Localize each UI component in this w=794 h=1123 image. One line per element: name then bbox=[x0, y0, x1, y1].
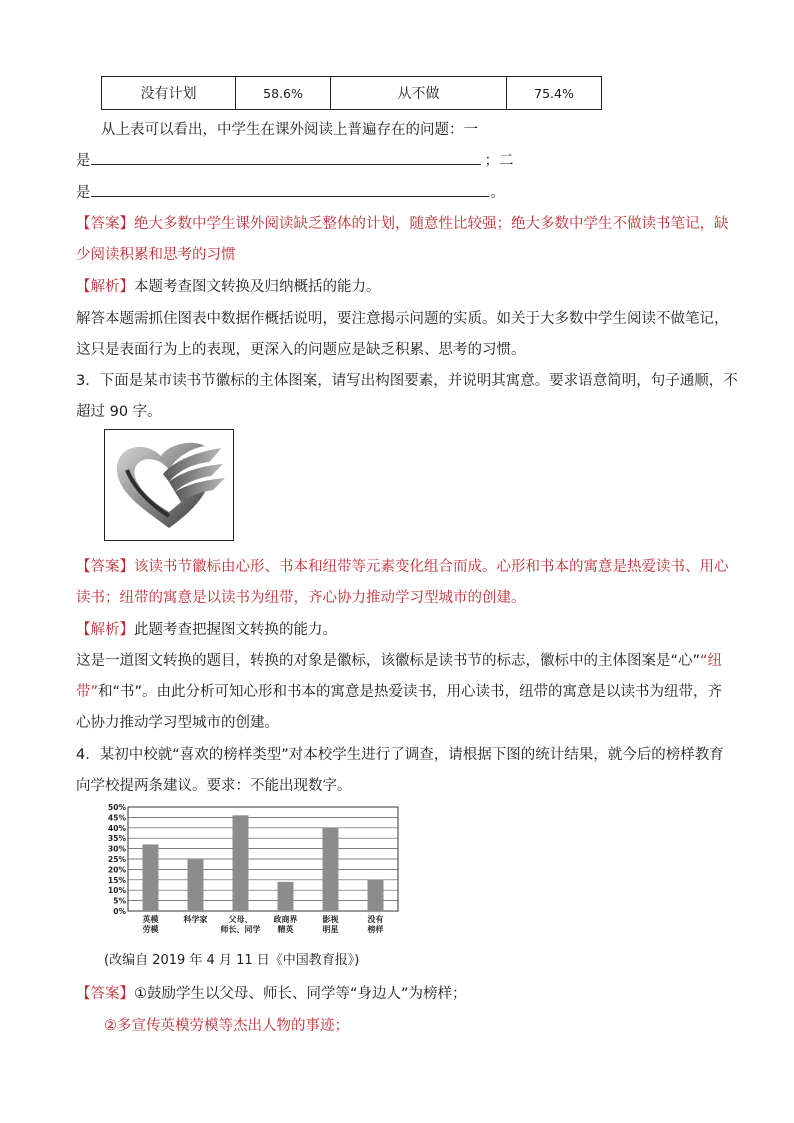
x-tick-label: 劳模 bbox=[142, 925, 159, 934]
x-tick-label: 榜样 bbox=[367, 925, 384, 934]
bar bbox=[323, 828, 339, 911]
y-tick-label: 15% bbox=[108, 875, 126, 885]
q3-analysis-text-3a: 带” bbox=[76, 684, 99, 700]
q2-answer-text-2: 少阅读积累和思考的习惯 bbox=[76, 247, 236, 263]
y-tick-label: 20% bbox=[108, 865, 126, 875]
table-cell: 没有计划 bbox=[102, 77, 236, 110]
q3-analysis-text-3b: 和“书”。由此分析可知心形和书本的寓意是热爱读书，用心读书，纽带的寓意是以读书为纽带，齐 bbox=[98, 684, 723, 700]
table-row bbox=[102, 77, 602, 110]
q3-stem-1: 3．下面是某市读书节徽标的主体图案，请写出构图要素，并说明其寓意。要求语意简明，句子通顺，不 bbox=[76, 373, 738, 389]
x-tick-label: 师长、同学 bbox=[220, 925, 261, 934]
x-tick-label: 影视 bbox=[322, 915, 339, 924]
x-tick-label: 没有 bbox=[367, 915, 384, 924]
q2-intro: 从上表可以看出，中学生在课外阅读上普遍存在的问题：一 bbox=[101, 122, 478, 138]
q3-analysis-text-4: 心协力推动学习型城市的创建。 bbox=[76, 715, 279, 731]
analysis-tag: 【解析】 bbox=[76, 279, 134, 295]
table-cell: 58.6% bbox=[236, 77, 331, 110]
survey-table bbox=[101, 76, 602, 110]
answer-tag: 【答案】 bbox=[76, 216, 134, 232]
q2-line2-suffix: 。 bbox=[490, 185, 505, 201]
q2-analysis-text-2: 解答本题需抓住图表中数据作概括说明，要注意揭示问题的实质。如关于大多数中学生阅读不做笔记， bbox=[76, 311, 729, 327]
y-tick-label: 0% bbox=[113, 907, 126, 916]
y-tick-label: 10% bbox=[108, 886, 126, 896]
y-tick-label: 25% bbox=[108, 855, 126, 864]
bar bbox=[233, 815, 249, 911]
table-cell: 从不做 bbox=[331, 77, 507, 110]
bar bbox=[188, 859, 204, 911]
q3-analysis-line-2 bbox=[76, 649, 722, 670]
q4-answer-text-2: ②多宣传英模劳模等杰出人物的事迹； bbox=[104, 1018, 349, 1034]
q2-line1-suffix: ；二 bbox=[484, 153, 514, 169]
x-tick-label: 精英 bbox=[277, 925, 294, 934]
q3-answer-text-2: 读书；纽带的寓意是以读书为纽带，齐心协力推动学习型城市的创建。 bbox=[76, 590, 526, 606]
y-tick-label: 45% bbox=[108, 813, 126, 823]
x-tick-label: 科学家 bbox=[183, 915, 208, 924]
answer-tag: 【答案】 bbox=[76, 986, 134, 1002]
q3-analysis-line-1 bbox=[76, 618, 337, 639]
q2-analysis-text-1: 本题考查图文转换及归纳概括的能力。 bbox=[134, 279, 381, 295]
y-tick-label: 40% bbox=[108, 823, 126, 833]
q3-answer-text-1: 该读书节徽标由心形、书本和纽带等元素变化组合而成。心形和书本的寓意是热爱读书、用心 bbox=[134, 559, 729, 575]
x-tick-label: 明星 bbox=[322, 925, 339, 934]
answer-tag: 【答案】 bbox=[76, 559, 134, 575]
table-cell: 75.4% bbox=[507, 77, 602, 110]
reading-festival-logo bbox=[104, 429, 234, 541]
q3-analysis-text-1: 此题考查把握图文转换的能力。 bbox=[134, 622, 337, 638]
q2-analysis-line-1 bbox=[76, 275, 381, 296]
y-tick-label: 35% bbox=[108, 834, 126, 844]
heart-book-ribbon-icon bbox=[105, 430, 233, 540]
answer-blank-1[interactable] bbox=[91, 150, 481, 165]
q2-answer-line-1 bbox=[76, 212, 729, 233]
answer-blank-2[interactable] bbox=[91, 182, 489, 197]
q3-analysis-line-3 bbox=[76, 680, 722, 701]
q2-line2-prefix: 是 bbox=[76, 185, 91, 201]
q4-stem-1: 4．某初中校就“喜欢的榜样类型”对本校学生进行了调查，请根据下图的统计结果，就今后的榜样教育 bbox=[76, 747, 724, 763]
bar-chart bbox=[104, 804, 404, 944]
q4-answer-line-1 bbox=[76, 982, 467, 1003]
bar bbox=[143, 844, 159, 911]
q2-answer-text-1: 绝大多数中学生课外阅读缺乏整体的计划，随意性比较强；绝大多数中学生不做读书笔记，缺 bbox=[134, 216, 729, 232]
q2-blank-line-2 bbox=[76, 181, 505, 202]
q4-stem-2: 向学校提两条建议。要求：不能出现数字。 bbox=[76, 778, 352, 794]
y-tick-label: 5% bbox=[113, 896, 126, 906]
y-tick-label: 30% bbox=[108, 844, 126, 854]
q2-blank-line-1 bbox=[76, 149, 514, 170]
x-tick-label: 英模 bbox=[142, 915, 159, 924]
q3-stem-2: 超过 90 字。 bbox=[76, 404, 162, 420]
analysis-tag: 【解析】 bbox=[76, 622, 134, 638]
y-tick-label: 50% bbox=[108, 804, 126, 812]
chart-source: (改编自 2019 年 4 月 11 日《中国教育报》) bbox=[104, 953, 360, 968]
bar bbox=[278, 882, 294, 911]
q2-line1-prefix: 是 bbox=[76, 153, 91, 169]
bar bbox=[368, 880, 384, 911]
q3-analysis-text-2b: “纽 bbox=[700, 653, 723, 669]
q2-analysis-text-3: 这只是表面行为上的表现，更深入的问题应是缺乏积累、思考的习惯。 bbox=[76, 342, 526, 358]
q3-answer-line-1 bbox=[76, 555, 729, 576]
q3-analysis-text-2a: 这是一道图文转换的题目，转换的对象是徽标，该徽标是读书节的标志，徽标中的主体图案是“心” bbox=[76, 653, 701, 669]
x-tick-label: 政商界 bbox=[273, 915, 298, 924]
x-tick-label: 父母、 bbox=[228, 915, 253, 924]
q4-answer-text-1: ①鼓励学生以父母、师长、同学等“身边人”为榜样； bbox=[134, 986, 467, 1002]
